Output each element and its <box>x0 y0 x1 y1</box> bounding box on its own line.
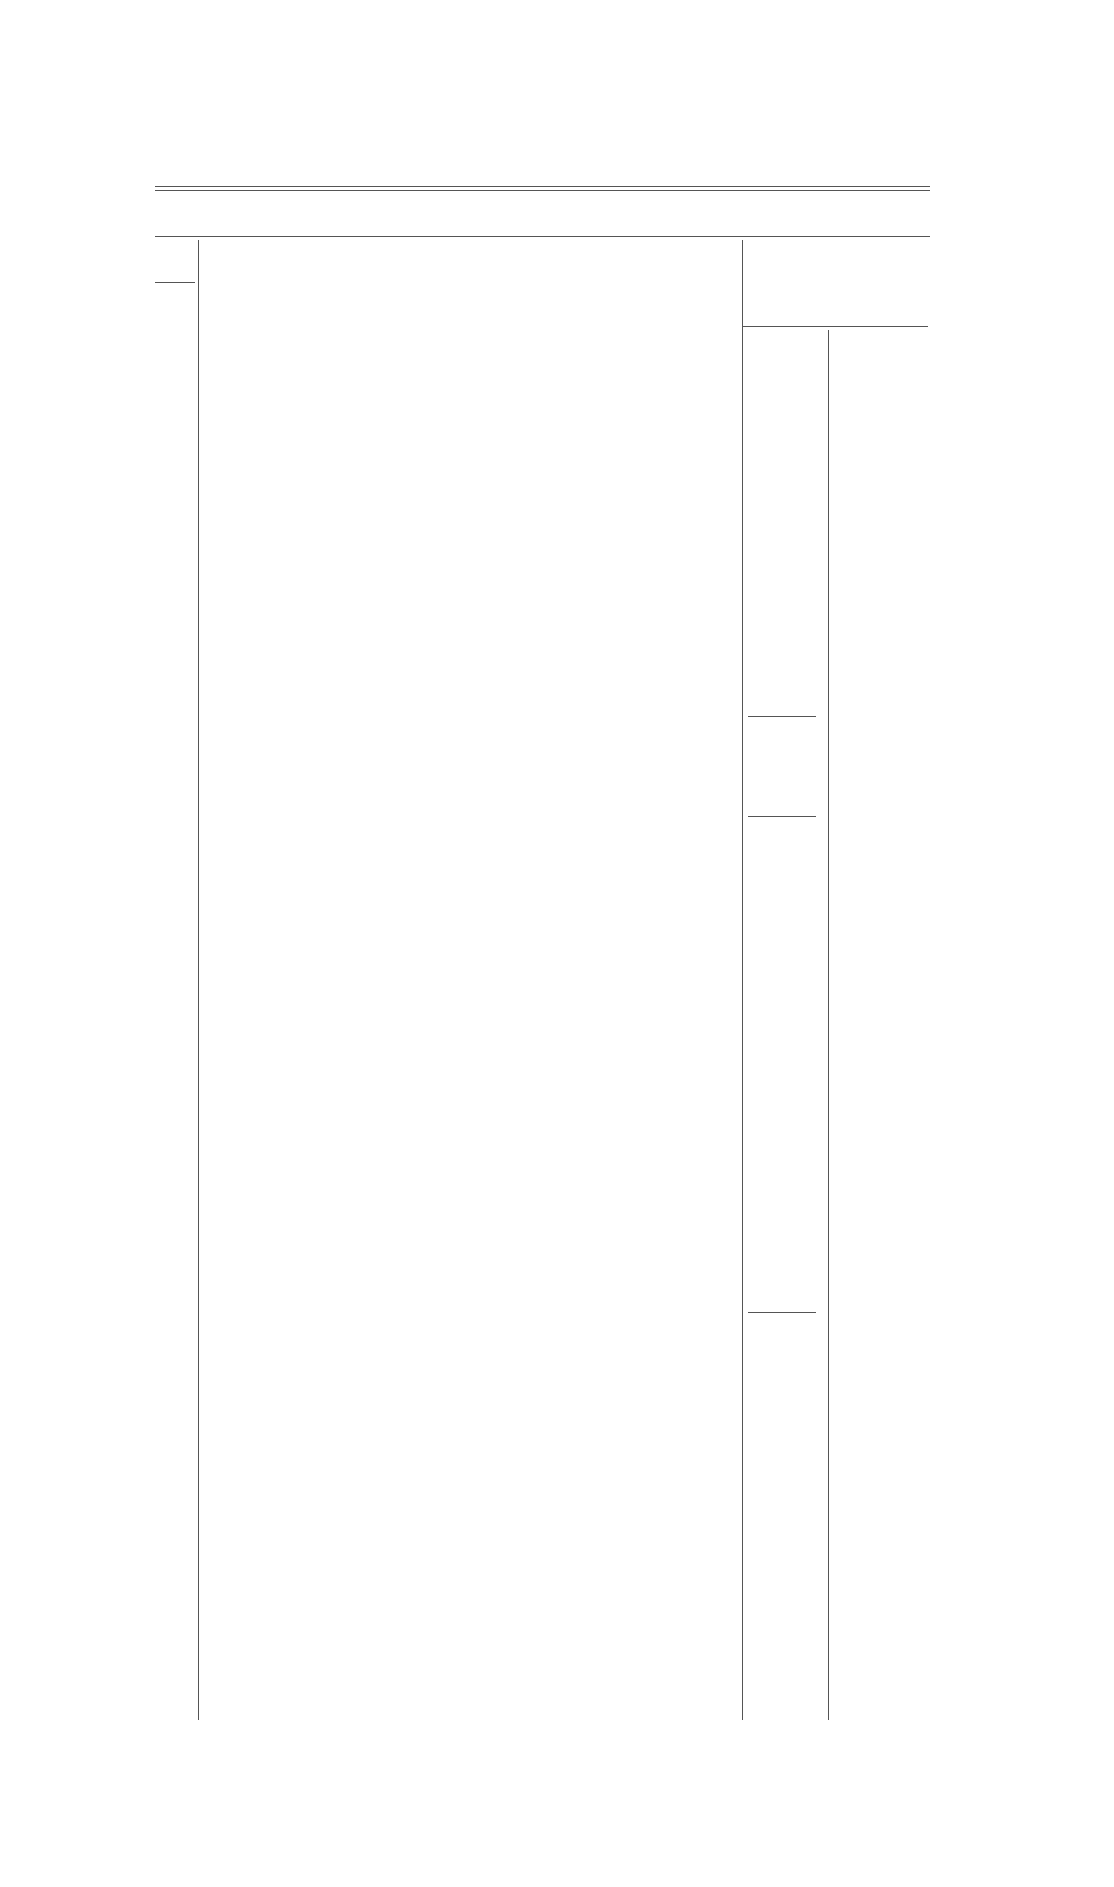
item-column-divider <box>198 240 199 1720</box>
total-column-divider <box>828 330 829 1720</box>
vote-6-total-rule <box>748 1312 816 1313</box>
item-head-rule <box>155 282 195 283</box>
expenses-row <box>0 744 1114 763</box>
amount-column-divider <box>742 240 743 1720</box>
year-rule <box>742 326 928 327</box>
title-rule-2 <box>155 190 930 191</box>
electoral-subtotal-row <box>0 724 1114 743</box>
electoral-subtotal-rule <box>748 716 816 717</box>
expenses-row-2 <box>0 764 1114 783</box>
vote-5-total-rule <box>748 816 816 817</box>
vote-5-total-row <box>0 806 1114 825</box>
title-rule <box>155 186 930 187</box>
table-top-rule <box>155 236 930 237</box>
vote-6-total-row <box>0 1306 1114 1325</box>
